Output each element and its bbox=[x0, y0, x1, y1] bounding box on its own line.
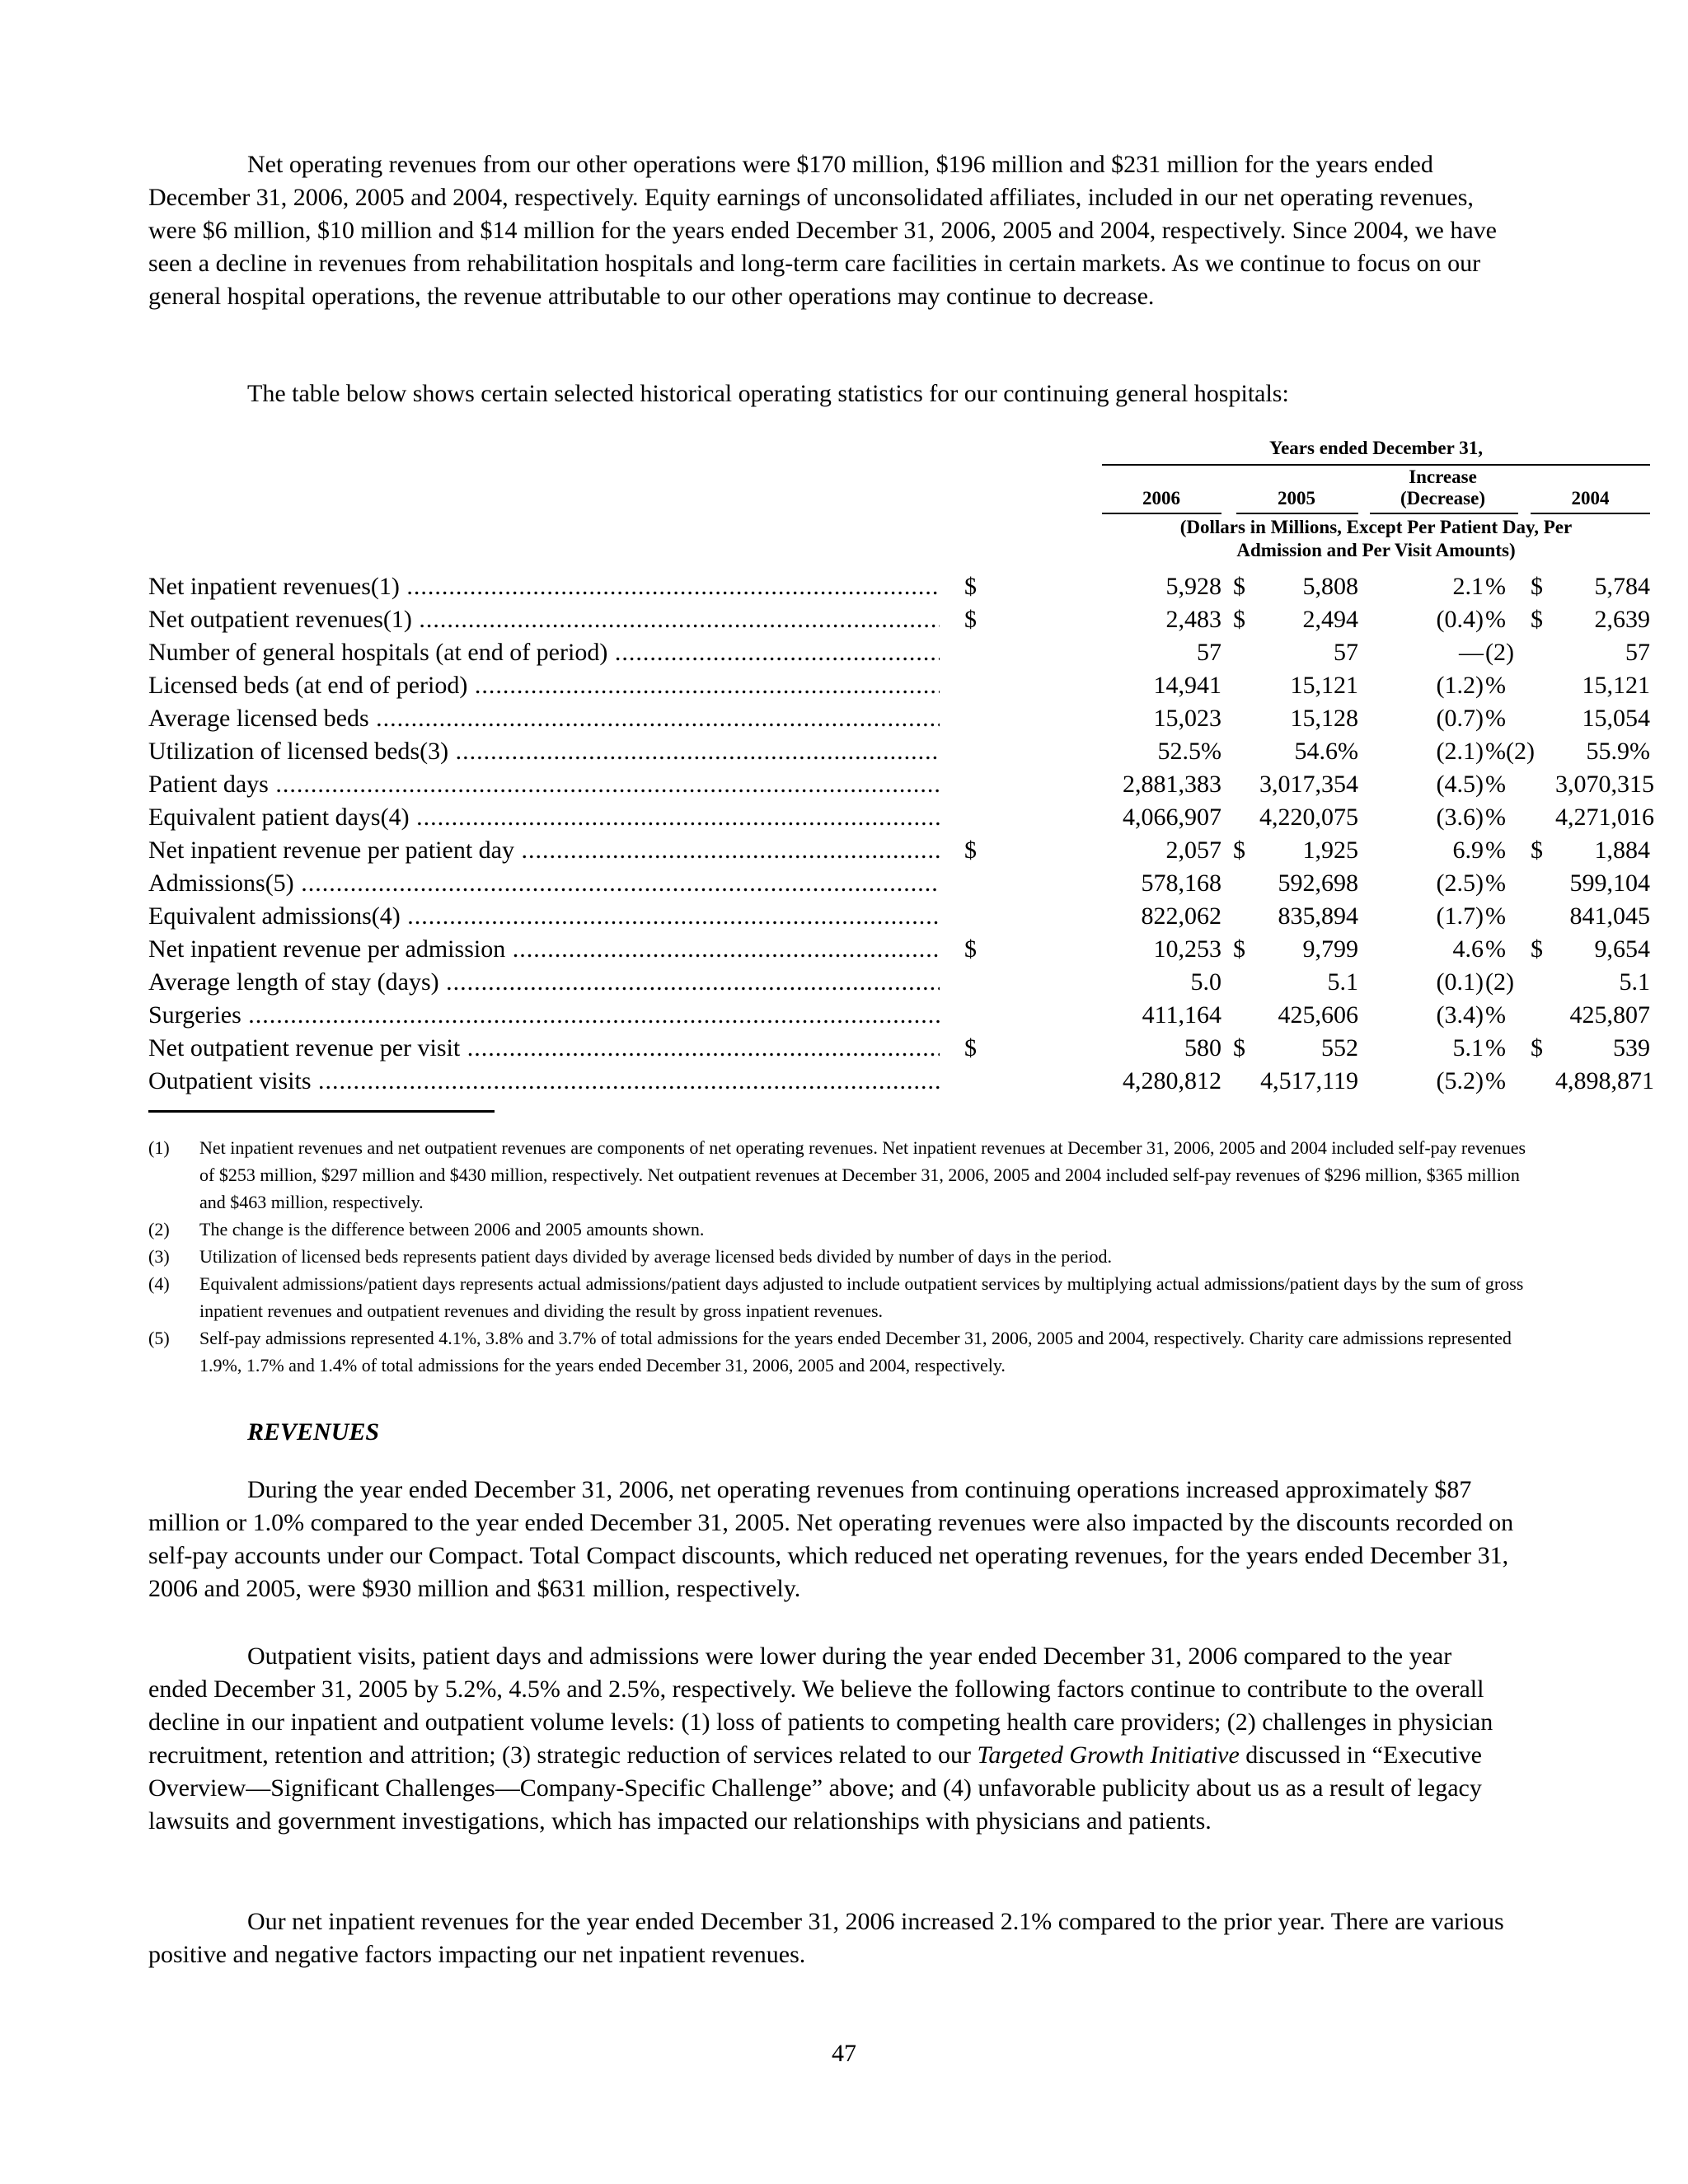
change-suffix: %(2) bbox=[1485, 738, 1535, 765]
value-2004: 9,654 bbox=[1594, 935, 1650, 963]
dollar-2006: $ bbox=[964, 837, 977, 864]
value-2004: 1,884 bbox=[1594, 837, 1650, 864]
paragraph-revenues bbox=[148, 1474, 1517, 1605]
footnote bbox=[148, 1216, 1533, 1243]
header-2004: 2004 bbox=[1571, 488, 1610, 509]
change-suffix: (2) bbox=[1485, 968, 1514, 996]
value-2006: 822,062 bbox=[1141, 902, 1221, 930]
value-2006: 4,280,812 bbox=[1123, 1067, 1221, 1094]
value-2004: 4,271,016 bbox=[1555, 804, 1654, 831]
paragraph-other-operations-text: Net operating revenues from our other operations were $170 million, $196 million and $231 million for the years ended December 31, 2006, 2005 and 2004, respectively. Equity earnings of unconsolidated affiliates, included in our net operating revenues, were $6 million, $10 million and $14 million for the years ended December 31, 2006, 2005 and 2004, respectively. Since 2004, we have seen a decline in revenues from rehabilitation hospitals and long-term care facilities in certain markets. As we continue to focus on our general hospital operations, the revenue attributable to our other operations may continue to decrease. bbox=[148, 151, 1497, 310]
value-change: — bbox=[1459, 639, 1484, 666]
value-2006: 57 bbox=[1197, 639, 1221, 666]
value-2004: 15,121 bbox=[1582, 672, 1650, 699]
row-label: Licensed beds (at end of period) ..... bbox=[148, 669, 940, 702]
paragraph-volumes-part1: Outpatient visits, patient days and admissions were lower during the year ended December 31, 2006 compared to the year ended December 31, 2005 by 5.2%, 4.5% and 2.5%, respectively. We believe the following factors continue to contribute to the overall decline in our inpatient and outpatient volume levels: (1) loss of patients to competing health care providers; (2) challenges in physician recruitment, retention and attrition; (3) strategic reduction of services related to our bbox=[148, 1643, 1493, 1769]
footnote-number: (5) bbox=[148, 1328, 170, 1348]
table-row bbox=[148, 867, 1650, 900]
table-row bbox=[148, 966, 1650, 999]
footnote-text: Equivalent admissions/patient days represents actual admissions/patient days adjusted to include outpatient services by multiplying actual admissions/patient days by the sum of gross inpatient revenues and outpatient revenues and dividing the result by gross inpatient revenues. bbox=[199, 1273, 1524, 1321]
value-change: (3.6) bbox=[1436, 804, 1484, 831]
value-2006: 5,928 bbox=[1165, 573, 1221, 600]
footnote-text: Self-pay admissions represented 4.1%, 3.8% and 3.7% of total admissions for the years ended December 31, 2006, 2005 and 2004, respectively. Charity care admissions represented 1.9%, 1.7% and 1.4% of total admissions for the years ended December 31, 2006, 2005 and 2004, respectively. bbox=[199, 1328, 1512, 1376]
value-2004: 3,070,315 bbox=[1555, 771, 1654, 798]
footnote-number: (1) bbox=[148, 1137, 170, 1158]
value-change: 2.1 bbox=[1452, 573, 1484, 600]
table-row bbox=[148, 999, 1650, 1032]
header-2006: 2006 bbox=[1142, 488, 1180, 509]
dollar-2005: $ bbox=[1233, 837, 1245, 864]
value-2006: 4,066,907 bbox=[1123, 804, 1221, 831]
row-label: Admissions(5) ..... bbox=[148, 867, 940, 900]
value-2005: 425,606 bbox=[1278, 1001, 1358, 1029]
change-suffix: % bbox=[1485, 902, 1506, 930]
value-2004: 425,807 bbox=[1569, 1001, 1650, 1029]
value-change: 6.9 bbox=[1452, 837, 1484, 864]
value-2004: 5,784 bbox=[1594, 573, 1650, 600]
value-2006: 52.5% bbox=[1157, 738, 1221, 765]
value-change: (4.5) bbox=[1436, 771, 1484, 798]
row-label: Outpatient visits ..... bbox=[148, 1065, 940, 1098]
table-row bbox=[148, 570, 1650, 603]
footnotes bbox=[148, 1134, 1533, 1379]
value-2006: 578,168 bbox=[1141, 869, 1221, 897]
footnote-number: (3) bbox=[148, 1246, 170, 1267]
table-row bbox=[148, 900, 1650, 933]
row-label: Patient days ..... bbox=[148, 768, 940, 801]
change-suffix: % bbox=[1485, 573, 1506, 600]
change-suffix: % bbox=[1485, 1001, 1506, 1029]
value-change: 5.1 bbox=[1452, 1034, 1484, 1062]
header-decrease: (Decrease) bbox=[1400, 488, 1485, 509]
table-row bbox=[148, 603, 1650, 636]
dollar-2005: $ bbox=[1233, 1034, 1245, 1062]
table-row bbox=[148, 669, 1650, 702]
dollar-2006: $ bbox=[964, 935, 977, 963]
value-2006: 2,881,383 bbox=[1123, 771, 1221, 798]
row-label: Number of general hospitals (at end of period) ..... bbox=[148, 636, 940, 669]
value-2006: 5.0 bbox=[1190, 968, 1221, 996]
row-label: Average licensed beds ..... bbox=[148, 702, 940, 735]
value-change: (3.4) bbox=[1436, 1001, 1484, 1029]
header-2005: 2005 bbox=[1278, 488, 1315, 509]
footnote bbox=[148, 1324, 1533, 1379]
value-2005: 15,128 bbox=[1290, 705, 1358, 732]
table-row bbox=[148, 768, 1654, 801]
value-2005: 9,799 bbox=[1302, 935, 1358, 963]
change-suffix: % bbox=[1485, 1034, 1506, 1062]
row-label: Net inpatient revenue per admission ..... bbox=[148, 933, 940, 966]
table-row bbox=[148, 801, 1654, 834]
value-2005: 835,894 bbox=[1278, 902, 1358, 930]
row-label: Utilization of licensed beds(3) ..... bbox=[148, 735, 940, 768]
header-increase: Increase bbox=[1409, 466, 1477, 487]
dollar-2005: $ bbox=[1233, 573, 1245, 600]
col-rule-2004 bbox=[1531, 513, 1650, 514]
dollar-2004: $ bbox=[1531, 606, 1543, 633]
page-number: 47 bbox=[832, 2040, 856, 2067]
footnote bbox=[148, 1243, 1533, 1270]
value-2004: 57 bbox=[1625, 639, 1650, 666]
value-2004: 15,054 bbox=[1582, 705, 1650, 732]
change-suffix: % bbox=[1485, 869, 1506, 897]
footnote-text: Net inpatient revenues and net outpatient revenues are components of net operating revenues. Net inpatient revenues at December 31, 2006, 2005 and 2004 included self-pay revenues of $253 million, $297 million and $430 million, respectively. Net outpatient revenues at December 31, 2006, 2005 and 2004 included self-pay revenues of $296 million, $365 million and $463 million, respectively. bbox=[199, 1137, 1526, 1212]
table-row bbox=[148, 702, 1650, 735]
row-label: Net inpatient revenues(1) ..... bbox=[148, 570, 940, 603]
table-row bbox=[148, 834, 1650, 867]
value-2005: 5.1 bbox=[1327, 968, 1358, 996]
change-suffix: % bbox=[1485, 837, 1506, 864]
value-change: 4.6 bbox=[1452, 935, 1484, 963]
value-2004: 55.9% bbox=[1586, 738, 1650, 765]
value-2005: 54.6% bbox=[1294, 738, 1358, 765]
value-2006: 2,057 bbox=[1165, 837, 1221, 864]
paragraph-volumes bbox=[148, 1640, 1517, 1838]
footnote-number: (4) bbox=[148, 1273, 170, 1294]
col-rule-change bbox=[1370, 513, 1518, 514]
col-rule-2006 bbox=[1102, 513, 1221, 514]
value-2006: 10,253 bbox=[1153, 935, 1221, 963]
header-rule bbox=[1102, 464, 1650, 466]
section-title-revenues: REVENUES bbox=[247, 1418, 380, 1446]
row-label: Net inpatient revenue per patient day ..... bbox=[148, 834, 940, 867]
value-change: (2.5) bbox=[1436, 869, 1484, 897]
value-2004: 539 bbox=[1613, 1034, 1650, 1062]
row-label: Average length of stay (days) ..... bbox=[148, 966, 940, 999]
value-2006: 14,941 bbox=[1153, 672, 1221, 699]
footnote-text: Utilization of licensed beds represents patient days divided by average licensed beds divided by number of days in the period. bbox=[199, 1246, 1113, 1267]
table-row bbox=[148, 735, 1650, 768]
dollar-2004: $ bbox=[1531, 1034, 1543, 1062]
value-2005: 4,220,075 bbox=[1259, 804, 1358, 831]
table-row bbox=[148, 1065, 1654, 1098]
row-label: Net outpatient revenue per visit ..... bbox=[148, 1032, 940, 1065]
targeted-growth-initiative: Targeted Growth Initiative bbox=[977, 1741, 1240, 1769]
change-suffix: % bbox=[1485, 606, 1506, 633]
value-2004: 2,639 bbox=[1594, 606, 1650, 633]
value-2005: 15,121 bbox=[1290, 672, 1358, 699]
paragraph-inpatient-text: Our net inpatient revenues for the year ended December 31, 2006 increased 2.1% compared to the prior year. There are various positive and negative factors impacting our net inpatient revenues. bbox=[148, 1908, 1504, 1968]
units-line-1: (Dollars in Millions, Except Per Patient Day, Per bbox=[1179, 517, 1573, 537]
dollar-2006: $ bbox=[964, 606, 977, 633]
table-row bbox=[148, 636, 1650, 669]
units-line-2: Admission and Per Visit Amounts) bbox=[1236, 540, 1516, 560]
value-change: (0.7) bbox=[1436, 705, 1484, 732]
value-2006: 580 bbox=[1184, 1034, 1221, 1062]
change-suffix: % bbox=[1485, 771, 1506, 798]
paragraph-volumes-part2: discussed in “Executive Overview—Significant Challenges—Company-Specific Challenge” above; and (4) unfavorable publicity about us as a result of legacy lawsuits and government investigations, which has impacted our relationships with physicians and patients. bbox=[148, 1741, 1482, 1835]
dollar-2006: $ bbox=[964, 1034, 977, 1062]
value-change: (0.4) bbox=[1436, 606, 1484, 633]
change-suffix: % bbox=[1485, 705, 1506, 732]
value-2006: 2,483 bbox=[1165, 606, 1221, 633]
row-label: Net outpatient revenues(1) ..... bbox=[148, 603, 940, 636]
dollar-2005: $ bbox=[1233, 606, 1245, 633]
value-2005: 4,517,119 bbox=[1260, 1067, 1358, 1094]
change-suffix: % bbox=[1485, 1067, 1506, 1094]
change-suffix: % bbox=[1485, 935, 1506, 963]
value-2004: 841,045 bbox=[1569, 902, 1650, 930]
value-change: (2.1) bbox=[1436, 738, 1484, 765]
change-suffix: % bbox=[1485, 672, 1506, 699]
value-2004: 4,898,871 bbox=[1555, 1067, 1654, 1094]
row-label: Surgeries ..... bbox=[148, 999, 940, 1032]
row-label: Equivalent patient days(4) ..... bbox=[148, 801, 940, 834]
dollar-2004: $ bbox=[1531, 837, 1543, 864]
dollar-2006: $ bbox=[964, 573, 977, 600]
table-row bbox=[148, 933, 1650, 966]
row-label: Equivalent admissions(4) ..... bbox=[148, 900, 940, 933]
paragraph-revenues-text: During the year ended December 31, 2006, net operating revenues from continuing operations increased approximately $87 million or 1.0% compared to the year ended December 31, 2005. Net operating revenues were also impacted by the discounts recorded on self-pay accounts under our Compact. Total Compact discounts, which reduced net operating revenues, for the years ended December 31, 2006 and 2005, were $930 million and $631 million, respectively. bbox=[148, 1476, 1514, 1602]
value-change: (1.7) bbox=[1436, 902, 1484, 930]
value-2004: 599,104 bbox=[1569, 869, 1650, 897]
table-row bbox=[148, 1032, 1650, 1065]
dollar-2004: $ bbox=[1531, 573, 1543, 600]
footnote-number: (2) bbox=[148, 1219, 170, 1240]
value-change: (5.2) bbox=[1436, 1067, 1484, 1094]
footnote-text: The change is the difference between 2006 and 2005 amounts shown. bbox=[199, 1219, 705, 1240]
value-change: (1.2) bbox=[1436, 672, 1484, 699]
value-2005: 552 bbox=[1321, 1034, 1358, 1062]
footnote-rule bbox=[148, 1110, 495, 1113]
value-change: (0.1) bbox=[1436, 968, 1484, 996]
change-suffix: (2) bbox=[1485, 639, 1514, 666]
footnote bbox=[148, 1134, 1533, 1216]
value-2005: 5,808 bbox=[1302, 573, 1358, 600]
value-2004: 5.1 bbox=[1619, 968, 1650, 996]
col-rule-2005 bbox=[1236, 513, 1358, 514]
value-2005: 3,017,354 bbox=[1259, 771, 1358, 798]
paragraph-other-operations bbox=[148, 148, 1517, 313]
dollar-2004: $ bbox=[1531, 935, 1543, 963]
value-2005: 1,925 bbox=[1302, 837, 1358, 864]
change-suffix: % bbox=[1485, 804, 1506, 831]
paragraph-inpatient bbox=[148, 1905, 1517, 1971]
value-2005: 57 bbox=[1334, 639, 1358, 666]
footnote bbox=[148, 1270, 1533, 1324]
header-years-ended: Years ended December 31, bbox=[1269, 438, 1483, 458]
table-intro: The table below shows certain selected historical operating statistics for our continuing general hospitals: bbox=[247, 380, 1289, 407]
value-2006: 411,164 bbox=[1142, 1001, 1221, 1029]
paragraph-volumes-text bbox=[148, 1640, 1517, 1838]
value-2005: 2,494 bbox=[1302, 606, 1358, 633]
value-2005: 592,698 bbox=[1278, 869, 1358, 897]
dollar-2005: $ bbox=[1233, 935, 1245, 963]
value-2006: 15,023 bbox=[1153, 705, 1221, 732]
